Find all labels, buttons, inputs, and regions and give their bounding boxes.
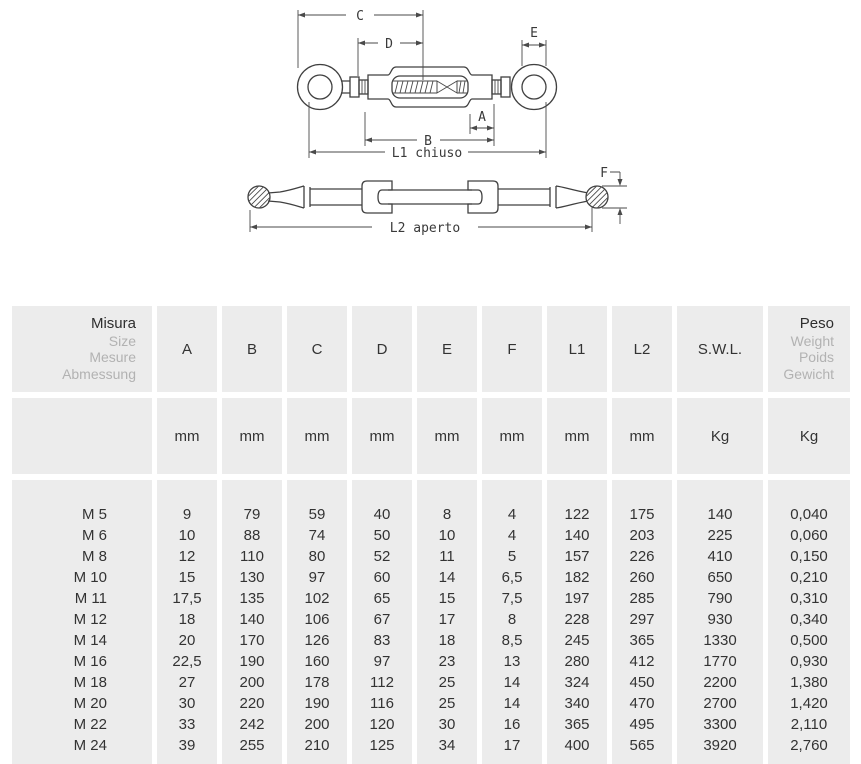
row-value: 0,930 <box>768 651 850 672</box>
row-value: 59 <box>287 480 347 525</box>
row-value: 79 <box>222 480 282 525</box>
row-size: M 22 <box>12 714 152 735</box>
left-eye-hole <box>308 75 332 99</box>
row-value: 14 <box>482 672 542 693</box>
row-value: 67 <box>352 609 412 630</box>
row-size: M 14 <box>12 630 152 651</box>
row-value: 88 <box>222 525 282 546</box>
row-value: 16 <box>482 714 542 735</box>
row-value: 297 <box>612 609 672 630</box>
open-view-part <box>248 181 608 213</box>
table-data-rows <box>12 480 850 764</box>
header-size-secondary: Size <box>108 332 136 349</box>
row-value: 190 <box>287 693 347 714</box>
row-value: 0,310 <box>768 588 850 609</box>
dim-label-a: A <box>478 110 486 125</box>
header-weight-secondary: Gewicht <box>783 365 834 382</box>
row-value: 83 <box>352 630 412 651</box>
table-row <box>12 714 850 735</box>
row-value: 245 <box>547 630 607 651</box>
row-value: 25 <box>417 672 477 693</box>
row-value: 182 <box>547 567 607 588</box>
row-value: 22,5 <box>157 651 217 672</box>
row-value: 8 <box>417 480 477 525</box>
row-value: 225 <box>677 525 763 546</box>
dim-label-l1: L1 chiuso <box>391 146 463 161</box>
row-value: 242 <box>222 714 282 735</box>
row-value: 140 <box>677 480 763 525</box>
row-value: 10 <box>157 525 217 546</box>
row-value: 495 <box>612 714 672 735</box>
open-view-dimensions <box>250 166 627 236</box>
dim-label-l2: L2 aperto <box>389 221 461 236</box>
units-cell: mm <box>352 398 412 474</box>
row-value: 122 <box>547 480 607 525</box>
header-weight-secondary: Poids <box>798 349 834 365</box>
header-size-secondary: Abmessung <box>62 365 136 382</box>
right-eye-hole <box>522 75 546 99</box>
row-value: 34 <box>417 735 477 764</box>
row-value: 650 <box>677 567 763 588</box>
units-cell: mm <box>547 398 607 474</box>
table-row <box>12 609 850 630</box>
row-value: 220 <box>222 693 282 714</box>
header-weight-primary: Peso <box>799 315 834 332</box>
header-size <box>12 306 152 392</box>
row-value: 285 <box>612 588 672 609</box>
row-value: 200 <box>222 672 282 693</box>
table-row <box>12 567 850 588</box>
row-value: 23 <box>417 651 477 672</box>
row-value: 324 <box>547 672 607 693</box>
row-value: 97 <box>352 651 412 672</box>
row-value: 412 <box>612 651 672 672</box>
row-value: 4 <box>482 525 542 546</box>
table-row <box>12 693 850 714</box>
row-size: M 5 <box>12 480 152 525</box>
row-value: 130 <box>222 567 282 588</box>
header-col-l1: L1 <box>547 306 607 392</box>
row-size: M 12 <box>12 609 152 630</box>
row-size: M 6 <box>12 525 152 546</box>
table-row <box>12 480 850 525</box>
row-value: 203 <box>612 525 672 546</box>
row-value: 8 <box>482 609 542 630</box>
row-value: 340 <box>547 693 607 714</box>
row-value: 2700 <box>677 693 763 714</box>
row-value: 50 <box>352 525 412 546</box>
row-value: 1770 <box>677 651 763 672</box>
dim-label-b: B <box>424 134 432 149</box>
row-value: 39 <box>157 735 217 764</box>
row-value: 226 <box>612 546 672 567</box>
row-size: M 24 <box>12 735 152 764</box>
units-cell: mm <box>157 398 217 474</box>
row-value: 140 <box>222 609 282 630</box>
header-col-e: E <box>417 306 477 392</box>
table-row <box>12 630 850 651</box>
row-value: 110 <box>222 546 282 567</box>
row-value: 18 <box>417 630 477 651</box>
row-value: 3300 <box>677 714 763 735</box>
units-cell: mm <box>417 398 477 474</box>
row-value: 1,420 <box>768 693 850 714</box>
table-units-row <box>12 398 850 474</box>
row-value: 470 <box>612 693 672 714</box>
row-value: 17 <box>482 735 542 764</box>
row-value: 3920 <box>677 735 763 764</box>
header-size-secondary: Mesure <box>89 349 136 365</box>
dim-label-d: D <box>385 37 393 52</box>
row-value: 178 <box>287 672 347 693</box>
dim-label-e: E <box>530 26 538 41</box>
row-value: 30 <box>417 714 477 735</box>
row-value: 210 <box>287 735 347 764</box>
row-value: 140 <box>547 525 607 546</box>
row-value: 200 <box>287 714 347 735</box>
row-value: 365 <box>612 630 672 651</box>
units-cell: mm <box>287 398 347 474</box>
row-value: 102 <box>287 588 347 609</box>
closed-view-part <box>298 65 557 110</box>
row-value: 52 <box>352 546 412 567</box>
row-value: 260 <box>612 567 672 588</box>
row-value: 400 <box>547 735 607 764</box>
row-value: 7,5 <box>482 588 542 609</box>
row-value: 135 <box>222 588 282 609</box>
header-size-primary: Misura <box>90 315 136 332</box>
header-col-l2: L2 <box>612 306 672 392</box>
row-value: 125 <box>352 735 412 764</box>
header-col-d: D <box>352 306 412 392</box>
row-value: 80 <box>287 546 347 567</box>
row-value: 97 <box>287 567 347 588</box>
table-row <box>12 525 850 546</box>
row-size: M 8 <box>12 546 152 567</box>
row-value: 190 <box>222 651 282 672</box>
row-value: 160 <box>287 651 347 672</box>
spec-table <box>7 306 855 764</box>
table-header-row <box>12 306 850 392</box>
row-value: 33 <box>157 714 217 735</box>
row-value: 2,760 <box>768 735 850 764</box>
row-value: 14 <box>482 693 542 714</box>
row-size: M 10 <box>12 567 152 588</box>
row-size: M 18 <box>12 672 152 693</box>
header-weight-secondary: Weight <box>790 332 834 349</box>
dim-label-c: C <box>356 9 364 24</box>
technical-drawing <box>0 0 861 280</box>
row-value: 930 <box>677 609 763 630</box>
units-cell: mm <box>612 398 672 474</box>
row-size: M 20 <box>12 693 152 714</box>
row-value: 25 <box>417 693 477 714</box>
row-value: 197 <box>547 588 607 609</box>
row-value: 255 <box>222 735 282 764</box>
row-value: 228 <box>547 609 607 630</box>
row-value: 74 <box>287 525 347 546</box>
row-value: 6,5 <box>482 567 542 588</box>
row-value: 0,340 <box>768 609 850 630</box>
row-value: 12 <box>157 546 217 567</box>
row-value: 410 <box>677 546 763 567</box>
row-value: 0,060 <box>768 525 850 546</box>
row-value: 0,150 <box>768 546 850 567</box>
row-value: 2200 <box>677 672 763 693</box>
row-value: 565 <box>612 735 672 764</box>
row-value: 11 <box>417 546 477 567</box>
row-value: 8,5 <box>482 630 542 651</box>
row-value: 15 <box>157 567 217 588</box>
row-value: 2,110 <box>768 714 850 735</box>
row-size: M 11 <box>12 588 152 609</box>
units-cell: mm <box>222 398 282 474</box>
row-value: 157 <box>547 546 607 567</box>
units-cell: Kg <box>768 398 850 474</box>
row-value: 9 <box>157 480 217 525</box>
row-value: 0,040 <box>768 480 850 525</box>
table-row <box>12 588 850 609</box>
row-value: 1330 <box>677 630 763 651</box>
row-size: M 16 <box>12 651 152 672</box>
units-size-cell <box>12 398 152 474</box>
row-value: 15 <box>417 588 477 609</box>
header-col-swl: S.W.L. <box>677 306 763 392</box>
row-value: 126 <box>287 630 347 651</box>
dim-label-f: F <box>600 166 608 181</box>
row-value: 790 <box>677 588 763 609</box>
units-cell: Kg <box>677 398 763 474</box>
row-value: 170 <box>222 630 282 651</box>
table-row <box>12 651 850 672</box>
header-col-c: C <box>287 306 347 392</box>
row-value: 112 <box>352 672 412 693</box>
header-col-f: F <box>482 306 542 392</box>
header-col-b: B <box>222 306 282 392</box>
row-value: 20 <box>157 630 217 651</box>
row-value: 0,500 <box>768 630 850 651</box>
row-value: 10 <box>417 525 477 546</box>
row-value: 450 <box>612 672 672 693</box>
table-row <box>12 672 850 693</box>
table-row <box>12 735 850 764</box>
row-value: 30 <box>157 693 217 714</box>
row-value: 280 <box>547 651 607 672</box>
header-weight <box>768 306 850 392</box>
units-cell: mm <box>482 398 542 474</box>
row-value: 27 <box>157 672 217 693</box>
row-value: 5 <box>482 546 542 567</box>
row-value: 60 <box>352 567 412 588</box>
row-value: 106 <box>287 609 347 630</box>
row-value: 0,210 <box>768 567 850 588</box>
row-value: 17,5 <box>157 588 217 609</box>
row-value: 18 <box>157 609 217 630</box>
row-value: 65 <box>352 588 412 609</box>
row-value: 40 <box>352 480 412 525</box>
table-row <box>12 546 850 567</box>
row-value: 175 <box>612 480 672 525</box>
row-value: 120 <box>352 714 412 735</box>
row-value: 365 <box>547 714 607 735</box>
row-value: 1,380 <box>768 672 850 693</box>
row-value: 116 <box>352 693 412 714</box>
header-col-a: A <box>157 306 217 392</box>
row-value: 17 <box>417 609 477 630</box>
row-value: 14 <box>417 567 477 588</box>
row-value: 13 <box>482 651 542 672</box>
row-value: 4 <box>482 480 542 525</box>
